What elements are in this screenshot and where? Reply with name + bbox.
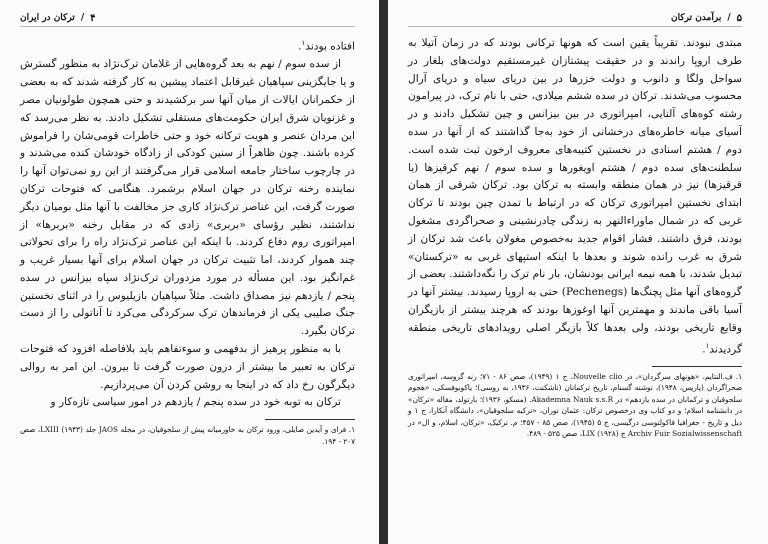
page-number: ۵ (736, 12, 742, 24)
paragraph: با به منظور پرهیز از بدفهمی و سوءتفاهم باید بلافاصله افزود که فتوحات ترکان به تعبیر ما بیشتر از درون صورت گرفت تا بیرون. این امر به روالی دیگرگون رخ داد که در اینجا به روشن کردن آن می‌پردازیم. (20, 343, 355, 391)
paragraph: افتاده بودند$^۱$. (298, 39, 355, 53)
footnote: ۱. فرای و آیدین صایلی، ورود ترکان به خاورمیانه پیش از سلجوقیان، در مجله JAOS جلد LXIII (۱۹۴۳)، صص ۲۰۷ - ۱۹۴. (20, 425, 355, 446)
footnote-marker: ۱ (705, 341, 710, 350)
footnotes (408, 371, 742, 440)
left-page (0, 0, 379, 544)
footnote-marker: ۱ (301, 39, 306, 47)
page-body (408, 35, 742, 359)
page-body (20, 35, 355, 412)
page-header: ۴ / ترکان در ایران (20, 12, 355, 27)
right-page (388, 0, 768, 544)
footnote-separator (265, 419, 355, 420)
book-gutter (379, 0, 388, 544)
page-header: ۵ / برآمدن ترکان (408, 12, 742, 27)
footnotes (20, 424, 355, 447)
running-title: برآمدن ترکان (670, 13, 722, 23)
running-title: ترکان در ایران (20, 13, 75, 23)
footnote: ۱. ف.النتایم، «هونهای سرگردان»، در Nouvelle clio، ج ۱ (۱۹۴۹)، صص ۸۶ - ۷۱؛ رنه گروسه، امپراتوری صحراگردان (پاریس، ۱۹۴۸)، نوشته گسنام، تاریخ ترکمانان (تاشکنت، ۱۹۳۶، به روسی)؛ یاکوبوفسکی، «هجوم سلجوقیان و ترکمانان در سده یازدهم» در Akademna Nauk s.s.R. (مسکو، ۱۹۳۶)؛ بارتولد، مقاله «ترکان» در دانشنامه اسلام؛ و دو کتاب وی درخصوص ترکان: عثمان توران، «ترکیه سلجوقیان»، دانشگاه آنکارا، ج ۱ و دیل و تاریخ - جغرافیا فاکولتوسی درگیسی، ج ۵ (۱۹۴۵)، صص ۸۵ - ۴۵۷؛ م. ترکیک، «ترکان، اسلام، و ال» در Archiv Fuir Sozialwissenschaft ج LIX (۱۹۲۸)، صص ۵۲۵ - ۴۸۹. (408, 371, 743, 439)
page-number: ۴ (90, 12, 96, 24)
footnote-separator (652, 366, 742, 367)
paragraph: از سده سوم / نهم به بعد گروه‌هایی از غلامان ترک‌نژاد به منظور گسترش و یا جایگزینی سپاهیان غیرقابل اعتماد پیشین به کار گرفته شدند که به بعضی از حکمرانان ایالات از میان آنها سر برکشیدند و حتی همچون طولونیان مصر و غزنویان شرق ایران حکومت‌های مستقلی تشکیل دادند. به نظر می‌رسد که این مردان عنصر و هویت ترکانه خود و حتی خاطرات قومی‌شان را فراموش کرده باشند. چون ظاهراً از سنین کودکی از زادگاه خودشان کنده می‌شدند و در چارچوب ساختار جامعه اسلامی قرار می‌گرفتند از این رو نمی‌توان آنها را نماینده رخنه ترکان در جهان اسلام برشمرد. هنگامی که فتوحات ترکان صورت گرفت، این عناصر ترک‌نژاد کاری جز مخالفت با آنها مثل بومیان دیگر نداشتند، نظیر رؤسای «بربری» زادی که در مقابل رخنه «بربرها» از امپراتوری روم دفاع کردند. با اینکه این عناصر ترک‌نژاد راه را برای تحولاتی چند هموار کردند، اما تثبیت ترکان در جهان اسلام برای آنها بسیار غریب و غم‌انگیز بود. این مسأله در مورد مزدوران ترک‌نژاد سپاه بیزانس در سده پنجم / یازدهم نیز مصداق داشت. مثلاً سپاهیان بازیلیوس را در اثنای نخستین جنگ صلیبی یکی از فرماندهان ترک سرکردگی می‌کرد تا آناتولی را از دست ترکان بگیرد. (20, 58, 355, 338)
paragraph: ترکان به توبه خود در سده پنجم / یازدهم در امور سیاسی تازه‌کار و (50, 396, 341, 409)
paragraph: مبتدی نبودند. تقریباً یقین است که هونها ترکانی بودند که در زمان آتیلا به طرف اروپا راندند و در حقیقت پیشتازان غیرمستقیم دولت‌های بلغار در سواحل ولگا و دانوب و دولت خزرها در بین دریای سیاه و دریای آرال محسوب می‌شدند. ترکان در سده ششم میلادی، حتی با نام ترک، در پیرامون رشته کوه‌های آلتایی، امپراتوری در بین بیزانس و چین تشکیل دادند و در آسیای میانه خاطره‌های درخشانی از خود به‌جا گذاشتند که از آنها در سده دوم / هشتم اسنادی در نخستین کتیبه‌های معروف ارخون ثبت شده است. سلطنت‌های سده دوم / هشتم اویغورها و سده سوم / نهم کرقیزها (یا قرقیزها) نیز در همان منطقه وابسته به ترکان بود. ترکان شرقی از همان ابتدای نخستین امپراتوری ترکان که در ارتباط با تمدن چین بودند تا ترکان غربی که در شمال ماوراءالنهر به زندگی چادرنشینی و صحراگردی مشغول بودند، فرق داشتند. فشار اقوام جدید به‌خصوص مغولان باعث شد ترکان از شرق به غرب رانده شوند و بعدها با اینکه استپهای غربی به «ترکستان» تبدیل شدند، با همه نیمه ایرانی بودنشان، بار نام ترک را نگه‌داشتند. بعضی از گروه‌های آنها مثل پچنگ‌ها (Pechenegs) حتی به اروپا رسیدند. بیشتر آنها در آسیا باقی ماندند و مهمترین آنها اوغوزها بودند که هرچند بیشتر از بازیگران وقایع تاریخی بودند، ولی بعدها کلاً بازیگر اصلی رویدادهای تاریخی منطقه گردیدند$^۱$. (408, 37, 742, 356)
